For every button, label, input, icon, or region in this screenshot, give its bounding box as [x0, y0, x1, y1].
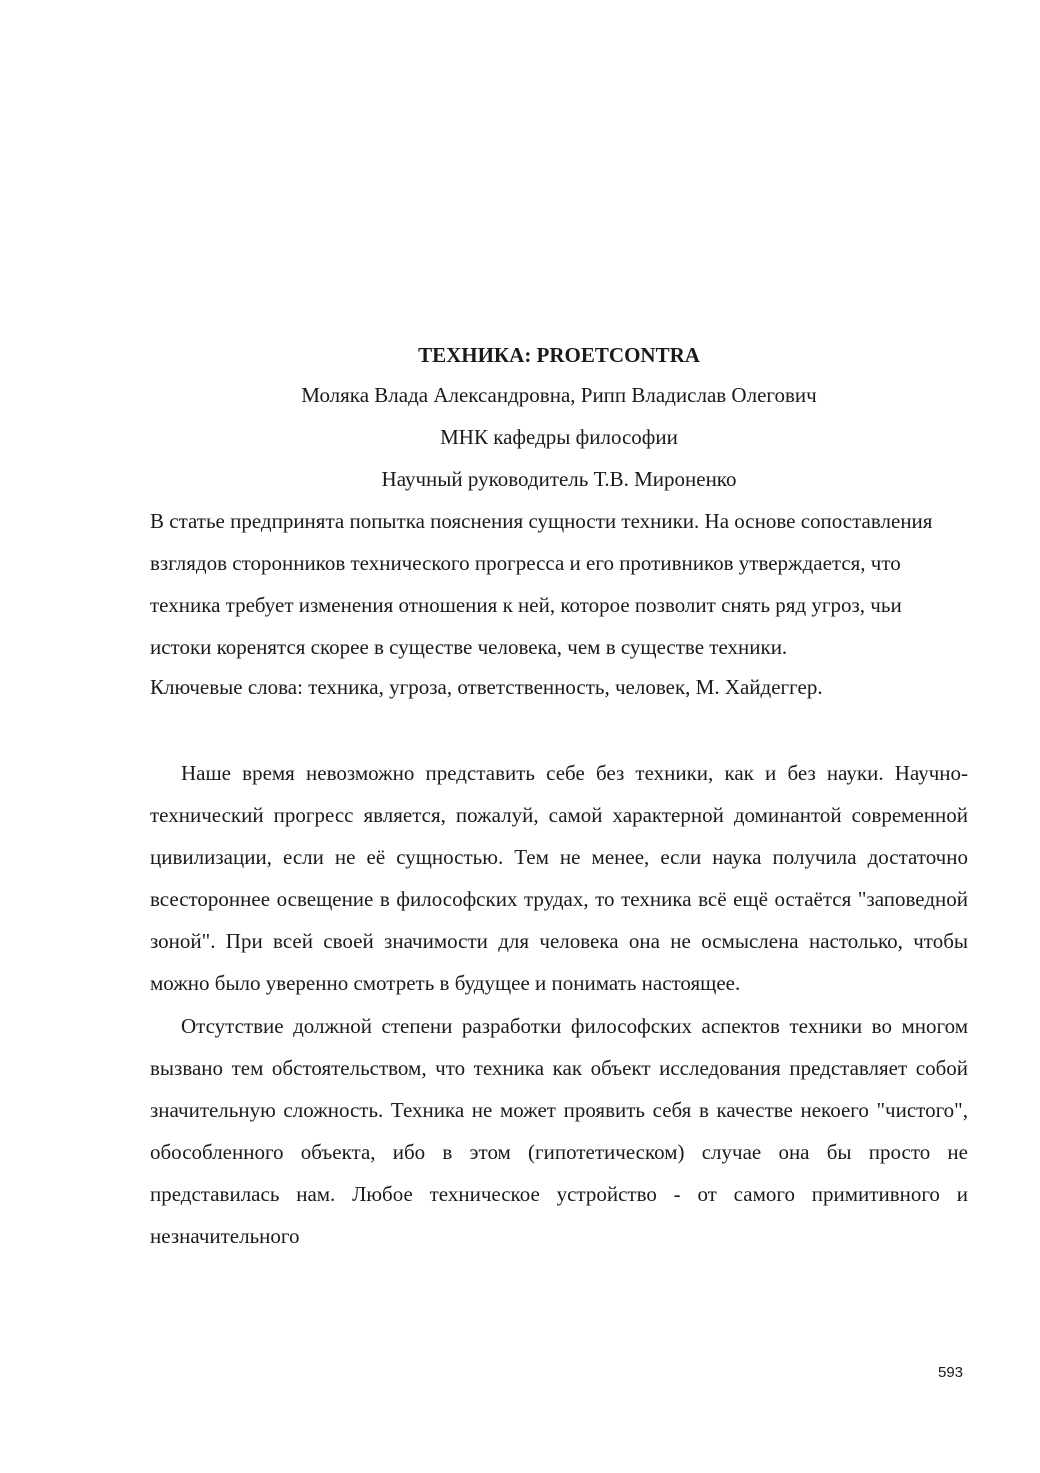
body-paragraph-2: Отсутствие должной степени разработки философских аспектов техники во многом вызвано тем обстоятельством, что техника как объект исследования представляет собой значительную сложность. Техника не может проявить себя в качестве некоего "чистого", обособленного объекта, ибо в этом (гипотетическом) случае она бы просто не представилась нам. Любое техническое устройство - от самого примитивного и незначительного — [150, 1014, 968, 1248]
document-page — [150, 336, 968, 1257]
article-affiliation: МНК кафедры философии — [440, 425, 678, 449]
article-abstract: В статье предпринята попытка пояснения сущности техники. На основе сопоставления взглядов сторонников технического прогресса и его противников утверждается, что техника требует изменения отношения к ней, которое позволит снять ряд угроз, чьи истоки коренятся скорее в существе человека, чем в существе техники. — [150, 509, 933, 659]
article-keywords: Ключевые слова: техника, угроза, ответственность, человек, М. Хайдеггер. — [150, 675, 823, 699]
article-title: ТЕХНИКА: PROETCONTRA — [418, 343, 700, 367]
body-paragraph-1: Наше время невозможно представить себе без техники, как и без науки. Научно-технический прогресс является, пожалуй, самой характерной доминантой современной цивилизации, если не её сущностью. Тем не менее, если наука получила достаточно всестороннее освещение в философских трудах, то техника всё ещё остаётся "заповедной зоной". При всей своей значимости для человека она не осмыслена настолько, чтобы можно было уверенно смотреть в будущее и понимать настоящее. — [150, 761, 968, 995]
article-authors: Моляка Влада Александровна, Рипп Владислав Олегович — [301, 383, 817, 407]
section-spacer — [150, 706, 968, 752]
article-supervisor: Научный руководитель Т.В. Мироненко — [381, 467, 737, 491]
page-number: 593 — [938, 1364, 964, 1381]
